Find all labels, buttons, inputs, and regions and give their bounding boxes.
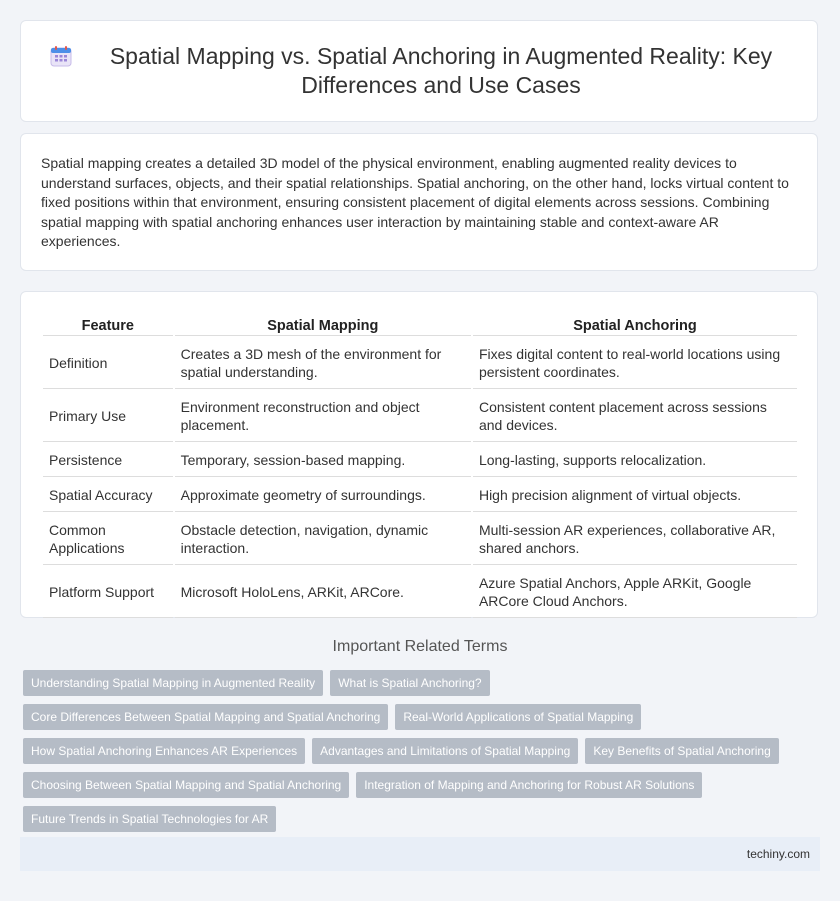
related-term-tag[interactable]: Key Benefits of Spatial Anchoring bbox=[585, 738, 778, 764]
related-term-tag[interactable]: Core Differences Between Spatial Mapping and Spatial Anchoring bbox=[23, 704, 388, 730]
related-term-tag[interactable]: How Spatial Anchoring Enhances AR Experiences bbox=[23, 738, 305, 764]
related-terms-title: Important Related Terms bbox=[332, 638, 508, 655]
table-row bbox=[43, 391, 797, 442]
table-row bbox=[43, 514, 797, 565]
table-cell-anchoring: Consistent content placement across sessions and devices. bbox=[473, 391, 797, 442]
table-cell-mapping: Temporary, session-based mapping. bbox=[175, 444, 471, 477]
table-row bbox=[43, 567, 797, 618]
intro-text: Spatial mapping creates a detailed 3D model of the physical environment, enabling augmented reality devices to understand surfaces, objects, and their spatial relationships. Spatial anchoring, on the other hand, locks virtual content to fixed positions within that environment, ensuring consistent placement of digital elements across sessions. Combining spatial mapping with spatial anchoring enhances user interaction by maintaining stable and context-aware AR experiences. bbox=[41, 155, 789, 250]
table-cell-anchoring: Long-lasting, supports relocalization. bbox=[473, 444, 797, 477]
table-cell-mapping: Creates a 3D mesh of the environment for spatial understanding. bbox=[175, 338, 471, 389]
table-cell-feature: Primary Use bbox=[43, 391, 173, 442]
table-cell-anchoring: Fixes digital content to real-world locations using persistent coordinates. bbox=[473, 338, 797, 389]
table-header-row bbox=[43, 314, 797, 336]
comparison-table bbox=[41, 312, 799, 620]
related-term-tag[interactable]: Integration of Mapping and Anchoring for Robust AR Solutions bbox=[356, 772, 702, 798]
table-cell-anchoring: High precision alignment of virtual objects. bbox=[473, 479, 797, 512]
footer-site-link[interactable]: techiny.com bbox=[746, 847, 810, 861]
table-cell-feature: Platform Support bbox=[43, 567, 173, 618]
table-cell-feature: Spatial Accuracy bbox=[43, 479, 173, 512]
table-cell-feature: Common Applications bbox=[43, 514, 173, 565]
calendar-icon bbox=[49, 44, 73, 68]
footer bbox=[20, 837, 820, 871]
table-header-spatial-anchoring: Spatial Anchoring bbox=[473, 314, 797, 336]
header-card bbox=[20, 20, 818, 122]
table-cell-anchoring: Multi-session AR experiences, collaborative AR, shared anchors. bbox=[473, 514, 797, 565]
table-cell-mapping: Environment reconstruction and object placement. bbox=[175, 391, 471, 442]
page-title: Spatial Mapping vs. Spatial Anchoring in Augmented Reality: Key Differences and Use Cases bbox=[109, 43, 773, 98]
related-term-tag[interactable]: What is Spatial Anchoring? bbox=[330, 670, 489, 696]
table-cell-anchoring: Azure Spatial Anchors, Apple ARKit, Google ARCore Cloud Anchors. bbox=[473, 567, 797, 618]
comparison-card bbox=[20, 291, 818, 618]
related-term-tag[interactable]: Advantages and Limitations of Spatial Mapping bbox=[312, 738, 578, 764]
related-term-tag[interactable]: Understanding Spatial Mapping in Augmented Reality bbox=[23, 670, 323, 696]
table-cell-mapping: Approximate geometry of surroundings. bbox=[175, 479, 471, 512]
related-term-tag[interactable]: Real-World Applications of Spatial Mapping bbox=[395, 704, 641, 730]
related-term-tag[interactable]: Choosing Between Spatial Mapping and Spatial Anchoring bbox=[23, 772, 349, 798]
table-cell-mapping: Microsoft HoloLens, ARKit, ARCore. bbox=[175, 567, 471, 618]
related-term-tag[interactable]: Future Trends in Spatial Technologies for AR bbox=[23, 806, 276, 832]
table-row bbox=[43, 338, 797, 389]
table-row bbox=[43, 444, 797, 477]
table-cell-feature: Persistence bbox=[43, 444, 173, 477]
table-header-spatial-mapping: Spatial Mapping bbox=[175, 314, 471, 336]
table-header-feature: Feature bbox=[43, 314, 173, 336]
intro-card bbox=[20, 133, 818, 271]
table-cell-mapping: Obstacle detection, navigation, dynamic interaction. bbox=[175, 514, 471, 565]
table-cell-feature: Definition bbox=[43, 338, 173, 389]
table-row bbox=[43, 479, 797, 512]
related-terms-list bbox=[23, 670, 813, 840]
